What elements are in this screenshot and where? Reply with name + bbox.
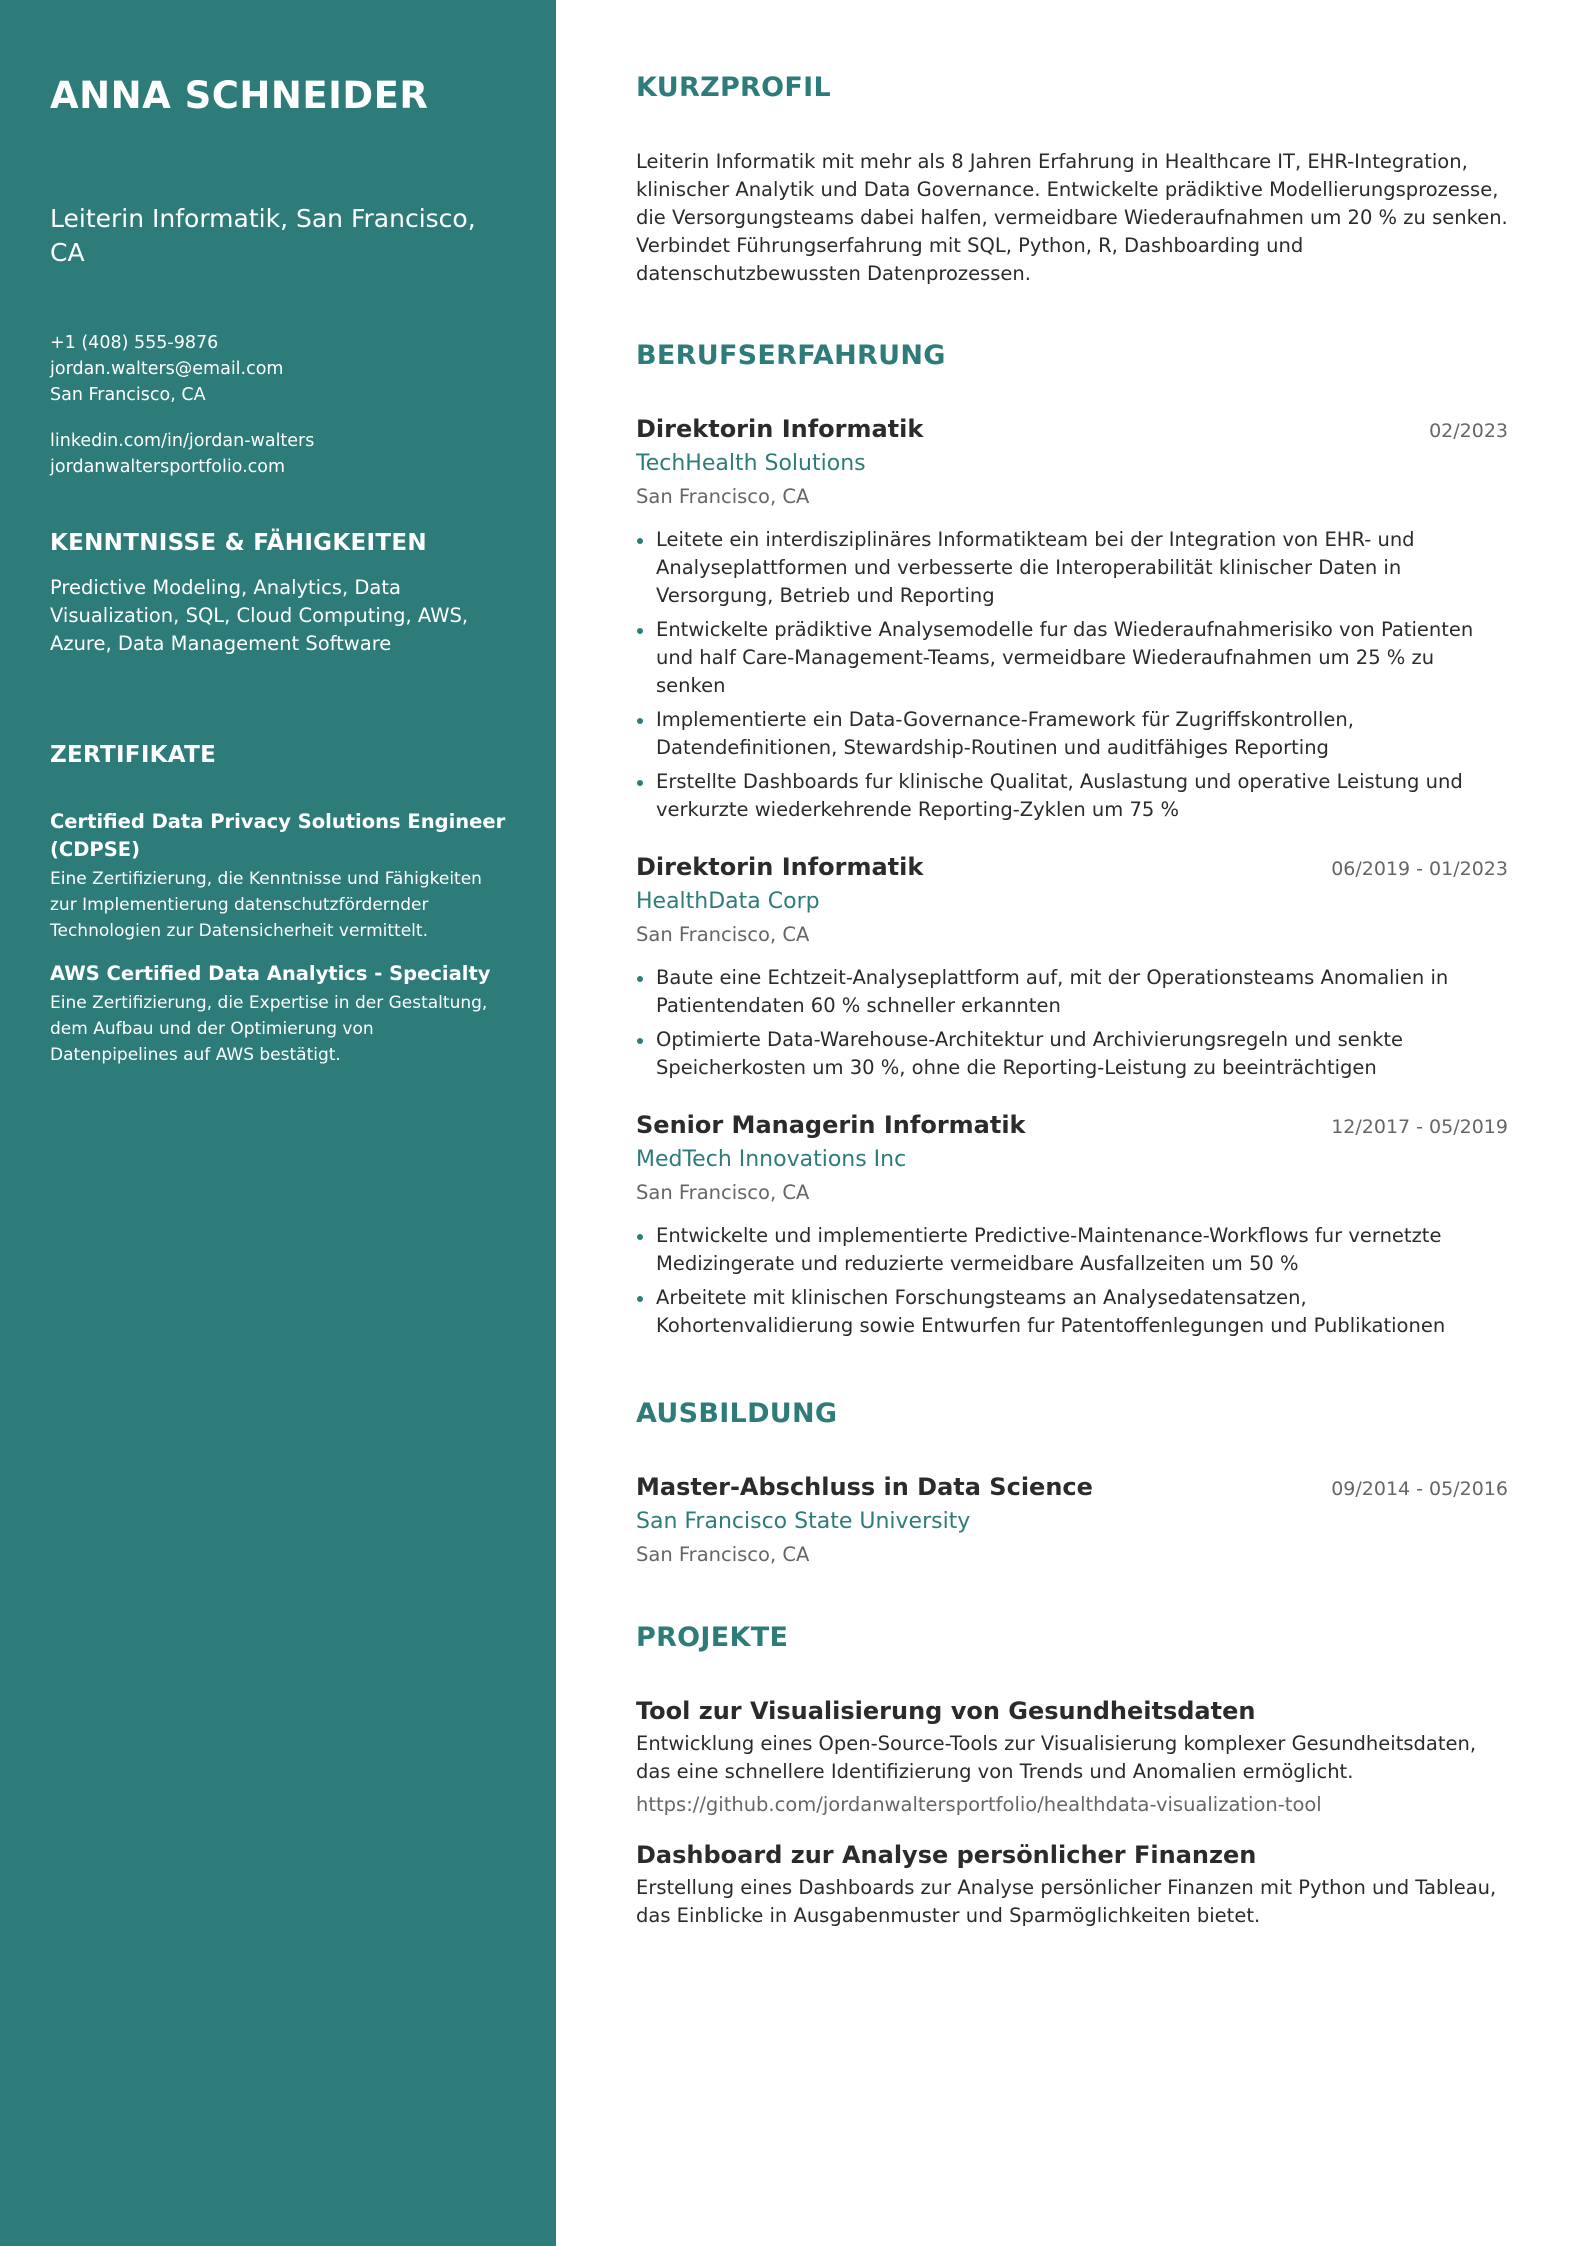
sidebar [0,0,556,2246]
job-date: 12/2017 - 05/2019 [1331,1116,1508,1138]
project-item [636,1694,1508,1820]
skills-text: Predictive Modeling, Analytics, Data Visualization, SQL, Cloud Computing, AWS, Azure, Data Management Software [50,576,469,655]
summary-text: Leiterin Informatik mit mehr als 8 Jahren Erfahrung in Healthcare IT, EHR-Integration, klinischer Analytik und Data Governance. Entwickelte prädiktive Modellierungsprozesse, die Versorgungsteams dabei halfen, vermeidbare Wiederaufnahmen um 20 % zu senken. Verbindet Führungserfahrung mit SQL, Python, R, Dashboarding und datenschutzbewussten Datenprozessen. [636,150,1508,285]
experience-entry [636,412,1508,824]
company-name: HealthData Corp [636,889,820,914]
bullet-item: Entwickelte prädiktive Analysemodelle fur das Wiederaufnahmerisiko von Patienten und half Care-Management-Teams, vermeidbare Wiederaufnahmen um 25 % zu senken [636,616,1508,700]
skills-heading: KENNTNISSE & FÄHIGKEITEN [50,530,427,556]
education-location: San Francisco, CA [636,1543,810,1566]
job-location: San Francisco, CA [636,1181,810,1204]
job-location: San Francisco, CA [636,923,810,946]
job-bullets [636,526,1508,824]
certificates-heading: ZERTIFIKATE [50,742,217,768]
projects-heading: PROJEKTE [636,1622,789,1653]
certificate-title: Certified Data Privacy Solutions Engineer (CDPSE) [50,810,506,861]
certificate-title: AWS Certified Data Analytics - Specialty [50,962,491,985]
job-date: 06/2019 - 01/2023 [1331,858,1508,880]
education-date: 09/2014 - 05/2016 [1331,1478,1508,1500]
contact-links [50,428,506,480]
main-content [556,0,1588,2246]
certificate-description: Eine Zertifizierung, die Expertise in der Gestaltung, dem Aufbau und der Optimierung von Datenpipelines auf AWS bestätigt. [50,993,488,1065]
education-entry [636,1470,1508,1570]
linkedin-link[interactable]: linkedin.com/in/jordan-walters [50,431,315,451]
project-title: Dashboard zur Analyse persönlicher Finanzen [636,1841,1257,1869]
experience-list [636,412,1508,1340]
certificate-description: Eine Zertifizierung, die Kenntnisse und Fähigkeiten zur Implementierung datenschutzfördernder Technologien zur Datensicherheit vermittelt. [50,869,482,941]
project-list [636,1694,1508,1930]
education-list [636,1470,1508,1570]
degree-title: Master-Abschluss in Data Science [636,1473,1093,1501]
project-description: Erstellung eines Dashboards zur Analyse persönlicher Finanzen mit Python und Tableau, das Einblicke in Ausgabenmuster und Sparmöglichkeiten bietet. [636,1876,1497,1927]
experience-entry [636,1108,1508,1340]
company-name: MedTech Innovations Inc [636,1147,907,1172]
contact-phone: +1 (408) 555-9876 [50,333,219,353]
project-description: Entwicklung eines Open-Source-Tools zur Visualisierung komplexer Gesundheitsdaten, das eine schnellere Identifizierung von Trends und Anomalien ermöglicht. [636,1732,1477,1783]
certificate-list [50,808,506,1068]
bullet-item: Entwickelte und implementierte Predictive-Maintenance-Workflows fur vernetzte Medizingerate und reduzierte vermeidbare Ausfallzeiten um 50 % [636,1222,1508,1278]
certificate-item [50,960,506,1068]
bullet-item: Erstellte Dashboards fur klinische Qualitat, Auslastung und operative Leistung und verkurzte wiederkehrende Reporting-Zyklen um 75 % [636,768,1508,824]
portfolio-link[interactable]: jordanwaltersportfolio.com [50,457,286,477]
contact-location: San Francisco, CA [50,385,206,405]
experience-entry [636,850,1508,1082]
certificate-item [50,808,506,944]
project-item [636,1838,1508,1930]
job-title: Direktorin Informatik [636,415,924,443]
project-link[interactable]: https://github.com/jordanwaltersportfolio/healthdata-visualization-tool [636,1793,1322,1816]
education-heading: AUSBILDUNG [636,1398,838,1429]
experience-heading: BERUFSERFAHRUNG [636,340,946,371]
company-name: TechHealth Solutions [636,451,866,476]
job-title: Direktorin Informatik [636,853,924,881]
bullet-item: Leitete ein interdisziplinäres Informatikteam bei der Integration von EHR- und Analyseplattformen und verbesserte die Interoperabilität klinischer Daten in Versorgung, Betrieb und Reporting [636,526,1508,610]
project-title: Tool zur Visualisierung von Gesundheitsdaten [636,1697,1256,1725]
contact-block [50,330,506,408]
job-bullets [636,964,1508,1082]
candidate-name: ANNA SCHNEIDER [50,74,429,117]
institution-name: San Francisco State University [636,1509,971,1534]
summary-heading: KURZPROFIL [636,72,831,103]
bullet-item: Arbeitete mit klinischen Forschungsteams an Analysedatensatzen, Kohortenvalidierung sowie Entwurfen fur Patentoffenlegungen und Publikationen [636,1284,1508,1340]
job-bullets [636,1222,1508,1340]
job-title: Senior Managerin Informatik [636,1111,1026,1139]
contact-email[interactable]: jordan.walters@email.com [50,359,284,379]
candidate-subtitle: Leiterin Informatik, San Francisco, CA [50,204,476,267]
bullet-item: Implementierte ein Data-Governance-Framework für Zugriffskontrollen, Datendefinitionen, Stewardship-Routinen und auditfähiges Reporting [636,706,1508,762]
job-date: 02/2023 [1429,420,1508,442]
bullet-item: Optimierte Data-Warehouse-Architektur und Archivierungsregeln und senkte Speicherkosten um 30 %, ohne die Reporting-Leistung zu beeinträchtigen [636,1026,1508,1082]
job-location: San Francisco, CA [636,485,810,508]
bullet-item: Baute eine Echtzeit-Analyseplattform auf, mit der Operationsteams Anomalien in Patientendaten 60 % schneller erkannten [636,964,1508,1020]
